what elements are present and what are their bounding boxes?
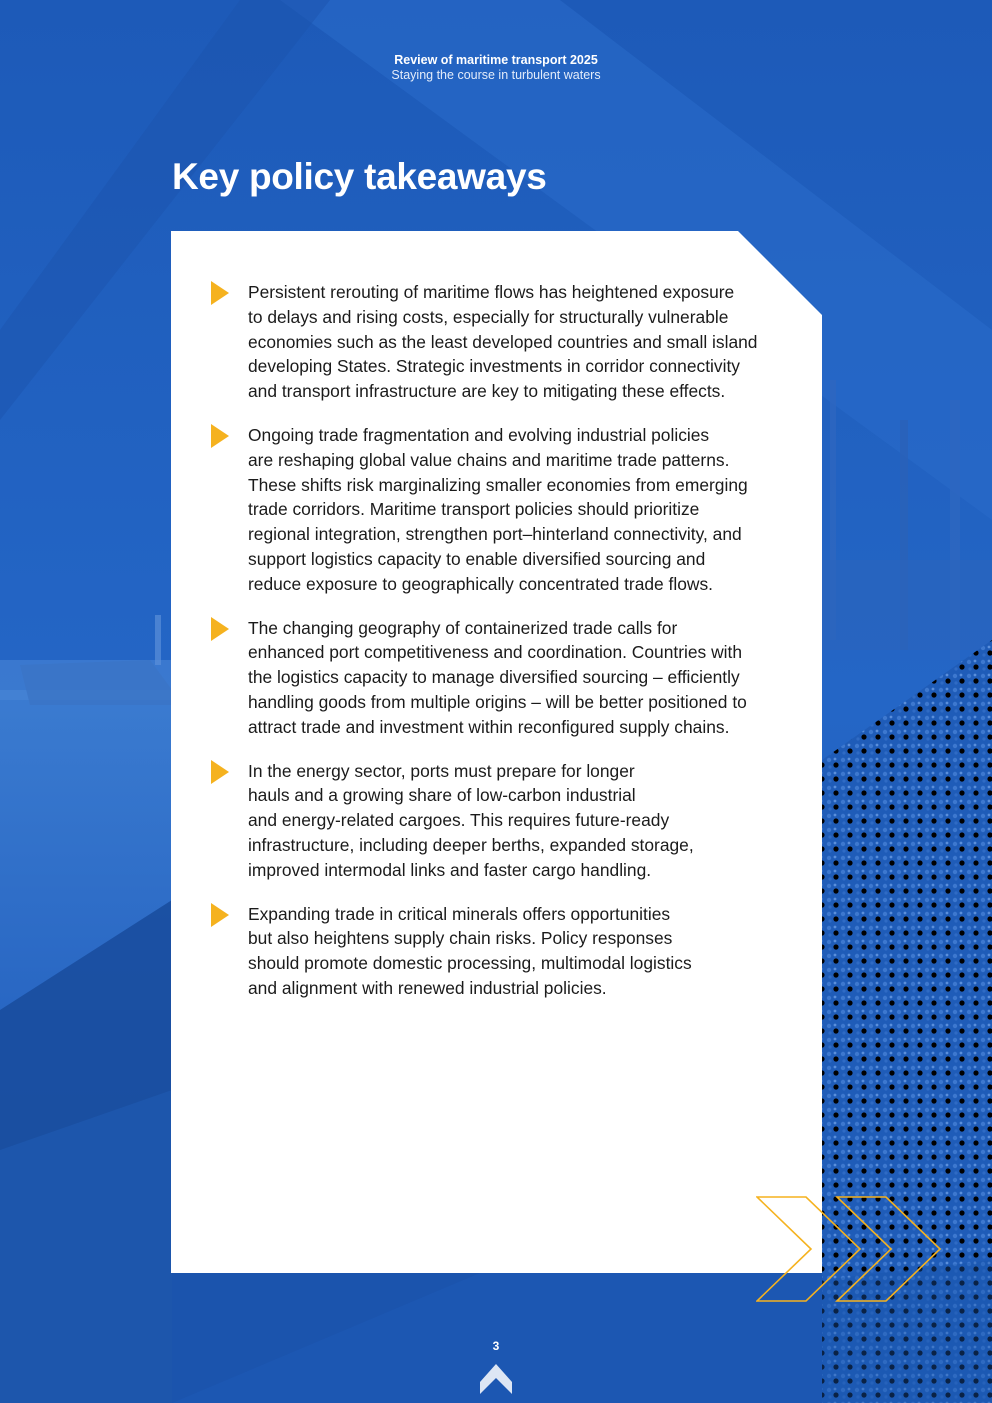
decorative-chevrons-icon xyxy=(756,1196,942,1302)
bullet-arrow-icon xyxy=(211,760,229,784)
list-item xyxy=(248,280,808,404)
page-title: Key policy takeaways xyxy=(172,156,547,197)
list-item xyxy=(248,423,808,597)
bullet-arrow-icon xyxy=(211,281,229,305)
list-item xyxy=(248,759,808,883)
publication-title: Review of maritime transport 2025 xyxy=(394,53,598,67)
publication-header xyxy=(0,53,992,83)
takeaway-text: Expanding trade in critical minerals offers opportunities but also heightens supply chain risks. Policy responses should promote domestic processing, multimodal logistics and alignment with renewed industrial policies. xyxy=(248,903,692,998)
bullet-arrow-icon xyxy=(211,424,229,448)
takeaway-text: Persistent rerouting of maritime flows has heightened exposure to delays and rising costs, especially for structurally vulnerable economies such as the least developed countries and small island developing States. Strategic investments in corridor connectivity and transport infrastructure are key to mitigating these effects. xyxy=(248,282,758,402)
takeaway-text: Ongoing trade fragmentation and evolving industrial policies are reshaping global value chains and maritime trade patterns. These shifts risk marginalizing smaller economies from emerging trade corridors. Maritime transport policies should prioritize regional integration, strengthen port–hinterland connectivity, and support logistics capacity to enable diversified sourcing and reduce exposure to geographically concentrated trade flows. xyxy=(248,424,748,594)
bullet-arrow-icon xyxy=(211,617,229,641)
publication-subtitle: Staying the course in turbulent waters xyxy=(391,68,601,82)
bullet-arrow-icon xyxy=(211,903,229,927)
list-item xyxy=(248,616,808,740)
list-item xyxy=(248,902,808,1001)
takeaway-text: In the energy sector, ports must prepare for longer hauls and a growing share of low-carbon industrial and energy-related cargoes. This requires future-ready infrastructure, including deeper berths, expanded storage, improved intermodal links and faster cargo handling. xyxy=(248,760,694,880)
chevron-up-icon[interactable] xyxy=(480,1364,512,1394)
page-number: 3 xyxy=(492,1339,500,1353)
takeaway-text: The changing geography of containerized trade calls for enhanced port competitiveness and coordination. Countries with the logistics capacity to manage diversified sourcing – efficiently handling goods from multiple origins – will be better positioned to attract trade and investment within reconfigured supply chains. xyxy=(248,617,747,737)
takeaways-list xyxy=(248,280,808,1020)
